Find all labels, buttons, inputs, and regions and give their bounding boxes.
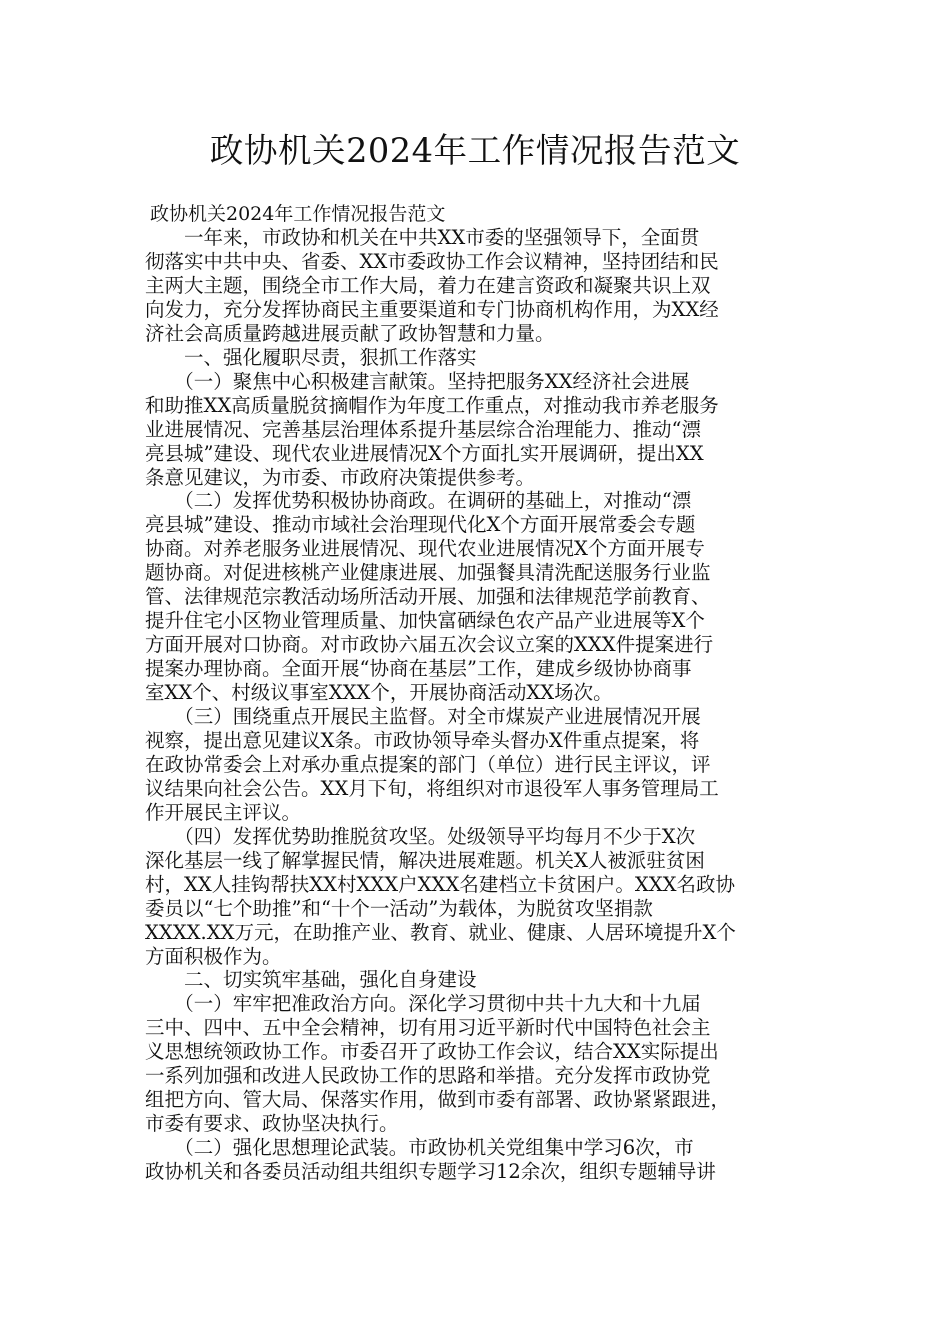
body-text-line: 三中、四中、五中全会精神，切有用习近平新时代中国特色社会主 [145, 1016, 711, 1040]
body-text-line: 一年来，市政协和机关在中共XX市委的坚强领导下，全面贯 [145, 226, 700, 249]
body-text-line: （四）发挥优势助推脱贫攻坚。处级领导平均每月不少于X次 [145, 824, 696, 848]
body-text-line: 方面积极作为。 [145, 944, 282, 968]
body-text-line: 向发力，充分发挥协商民主重要渠道和专门协商机构作用，为XX经 [145, 297, 719, 321]
body-text-line: 协商。对养老服务业进展情况、现代农业进展情况X个方面开展专 [145, 537, 705, 561]
document-title: 政协机关2024年工作情况报告范文 [209, 131, 741, 170]
body-text-line: 管、法律规范宗教活动场所活动开展、加强和法律规范学前教育、 [145, 585, 711, 609]
body-text-line: 二、切实筑牢基础，强化自身建设 [145, 968, 477, 992]
body-text-line: 和助推XX高质量脱贫摘帽作为年度工作重点，对推动我市养老服务 [145, 393, 719, 417]
body-text-line: 亮县城”建设、推动市域社会治理现代化X个方面开展常委会专题 [145, 513, 696, 537]
body-text-line: 视察，提出意见建议X条。市政协领导牵头督办X件重点提案，将 [145, 729, 700, 752]
body-text-line: 组把方向、管大局、保落实作用，做到市委有部署、政协紧紧跟进， [145, 1088, 731, 1112]
body-text-line: 一、强化履职尽责，狠抓工作落实 [145, 345, 477, 369]
body-text-line: 济社会高质量跨越进展贡献了政协智慧和力量。 [145, 321, 555, 345]
body-text-line: 方面开展对口协商。对市政协六届五次会议立案的XXX件提案进行 [145, 633, 714, 657]
body-text-line: 提案办理协商。全面开展“协商在基层”工作，建成乡级协协商事 [145, 657, 692, 681]
body-text-line: 市委有要求、政协坚决执行。 [145, 1112, 399, 1136]
body-text-line: 业进展情况、完善基层治理体系提升基层综合治理能力、推动“漂 [145, 417, 701, 441]
body-text-line: （三）围绕重点开展民主监督。对全市煤炭产业进展情况开展 [145, 705, 701, 728]
body-text-line: 深化基层一线了解掌握民情，解决进展难题。机关X人被派驻贫困 [145, 848, 705, 872]
body-text-line: 在政协常委会上对承办重点提案的部门（单位）进行民主评议，评 [145, 752, 711, 776]
body-text-line: 提升住宅小区物业管理质量、加快富硒绿色农产品产业进展等X个 [145, 609, 705, 633]
body-text-line: 题协商。对促进核桃产业健康进展、加强餐具清洗配送服务行业监 [145, 561, 711, 585]
body-text-line: 主两大主题，围绕全市工作大局，着力在建言资政和凝聚共识上双 [145, 273, 711, 297]
body-text-line: 村，XX人挂钩帮扶XX村XXX户XXX名建档立卡贫困户。XXX名政协 [145, 872, 735, 896]
body-text-line: 义思想统领政协工作。市委召开了政协工作会议，结合XX实际提出 [145, 1040, 719, 1064]
body-text-line: 条意见建议，为市委、市政府决策提供参考。 [145, 465, 536, 489]
body-text-line: 委员以“七个助推”和“十个一活动”为载体，为脱贫攻坚捐款 [145, 896, 653, 920]
body-text-line: （二）强化思想理论武装。市政协机关党组集中学习6次，市 [145, 1136, 694, 1160]
body-text-line: 一系列加强和改进人民政协工作的思路和举措。充分发挥市政协党 [145, 1064, 711, 1088]
body-text-line: （二）发挥优势积极协协商政。在调研的基础上，对推动“漂 [145, 489, 692, 513]
document-subtitle: 政协机关2024年工作情况报告范文 [150, 203, 446, 225]
body-text-line: （一）聚焦中心积极建言献策。坚持把服务XX经济社会进展 [145, 369, 690, 393]
body-text-line: 议结果向社会公告。XX月下旬，将组织对市退役军人事务管理局工 [145, 776, 719, 800]
body-text-line: （一）牢牢把准政治方向。深化学习贯彻中共十九大和十九届 [145, 992, 701, 1016]
body-text-line: 亮县城”建设、现代农业进展情况X个方面扎实开展调研，提出XX [145, 441, 704, 465]
body-text-line: 政协机关和各委员活动组共组织专题学习12余次，组织专题辅导讲 [145, 1160, 716, 1183]
body-text-line: 彻落实中共中央、省委、XX市委政协工作会议精神，坚持团结和民 [145, 249, 719, 273]
body-text-line: 作开展民主评议。 [145, 800, 302, 824]
body-text-line: 室XX个、村级议事室XXX个，开展协商活动XX场次。 [145, 681, 613, 704]
body-text-line: XXXX.XX万元，在助推产业、教育、就业、健康、人居环境提升X个 [145, 920, 736, 944]
